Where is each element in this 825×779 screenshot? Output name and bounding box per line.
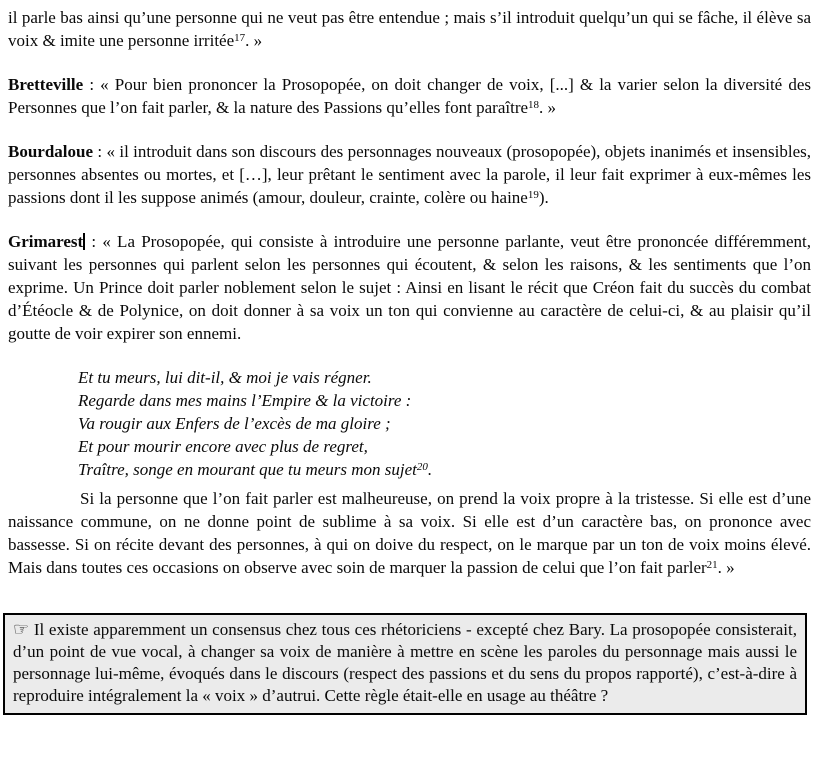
commentary-note-box [3,613,807,715]
verse-last-text: Traître, songe en mourant que tu meurs mon sujet [78,460,417,479]
paragraph-continuation-tail: . » [717,558,735,577]
verse-line: Va rougir aux Enfers de l’excès de ma gloire ; [78,414,391,433]
paragraph-bretteville [8,73,811,119]
author-name-bretteville: Bretteville [8,75,84,94]
paragraph-continuation-text: Si la personne que l’on fait parler est malheureuse, on prend la voix propre à la tristesse. Si elle est d’une naissance commune, on ne donne point de sublime à sa voix. Si elle est d’un caractère bas, on prononce avec bassesse. Si on récite devant des personnes, à qui on doive du respect, on le marque par un ton de voix moins élevé. Mais dans toutes ces occasions on observe avec soin de marquer la passion de celui que l’on fait parler [8,489,811,577]
verse-line: Et tu meurs, lui dit-il, & moi je vais régner. [78,368,372,387]
footnote-ref-20: 20 [416,461,428,473]
paragraph-grimarest-text: : « La Prosopopée, qui consiste à introduire une personne parlante, veut être prononcée différemment, suivant les personnes qui parlent selon les personnes qui écoutent, & selon les raisons, & les sentiments que l’on exprime. Un Prince doit parler noblement selon le sujet : Ainsi en lisant le récit que Créon fait du succès du combat d’Étéocle & de Polynice, on doit donner à sa voix un ton qui convienne au caractère de celui-ci, & au plaisir qu’il goutte de voir expirer son ennemi. [8,232,811,343]
verse-line: Regarde dans mes mains l’Empire & la victoire : [78,391,412,410]
paragraph-bourdaloue-tail: ). [538,188,549,207]
manicule-icon: ☞ [13,619,30,640]
verse-line-last [78,458,811,481]
commentary-note [13,619,797,707]
paragraph-bourdaloue-text: : « il introduit dans son discours des personnages nouveaux (prosopopée), objets inanimés et insensibles, personnes absentes ou mortes, et […], leur prêtant le sentiment avec la parole, il leur fait exprimer à eux-mêmes les passions dont il les suppose animés (amour, douleur, crainte, colère ou haine [8,142,811,207]
paragraph-intro-tail: . » [245,31,263,50]
footnote-ref-19: 19 [527,189,539,201]
footnote-ref-17: 17 [234,32,246,44]
paragraph-bourdaloue [8,140,811,209]
paragraph-continuation [8,487,811,579]
verse-last-tail: . [427,460,433,479]
author-name-bourdaloue: Bourdaloue [8,142,94,161]
paragraph-grimarest [8,230,811,345]
paragraph-intro [8,6,811,52]
paragraph-bretteville-tail: . » [539,98,557,117]
footnote-ref-18: 18 [528,99,540,111]
author-name-grimarest: Grimarest [8,232,84,251]
verse-line: Et pour mourir encore avec plus de regret, [78,437,368,456]
footnote-ref-21: 21 [706,559,718,571]
paragraph-bretteville-text: : « Pour bien prononcer la Prosopopée, on doit changer de voix, [...] & la varier selon la diversité des Personnes que l’on fait parler, & la nature des Passions qu’elles font paraître [8,75,811,117]
commentary-note-text: Il existe apparemment un consensus chez tous ces rhétoriciens - excepté chez Bary. La prosopopée consisterait, d’un point de vue vocal, à changer sa voix de manière à mettre en scène les paroles du personnage mais aussi le personnage lui-même, évoqués dans le discours (respect des passions et du sens du propos rapporté), c’est-à-dire à reproduire intégralement la « voix » d’autrui. Cette règle était-elle en usage au théâtre ? [13,620,797,705]
paragraph-intro-text: il parle bas ainsi qu’une personne qui ne veut pas être entendue ; mais s’il introduit quelqu’un qui se fâche, il élève sa voix & imite une personne irritée [8,8,811,50]
verse-quote [78,366,811,481]
